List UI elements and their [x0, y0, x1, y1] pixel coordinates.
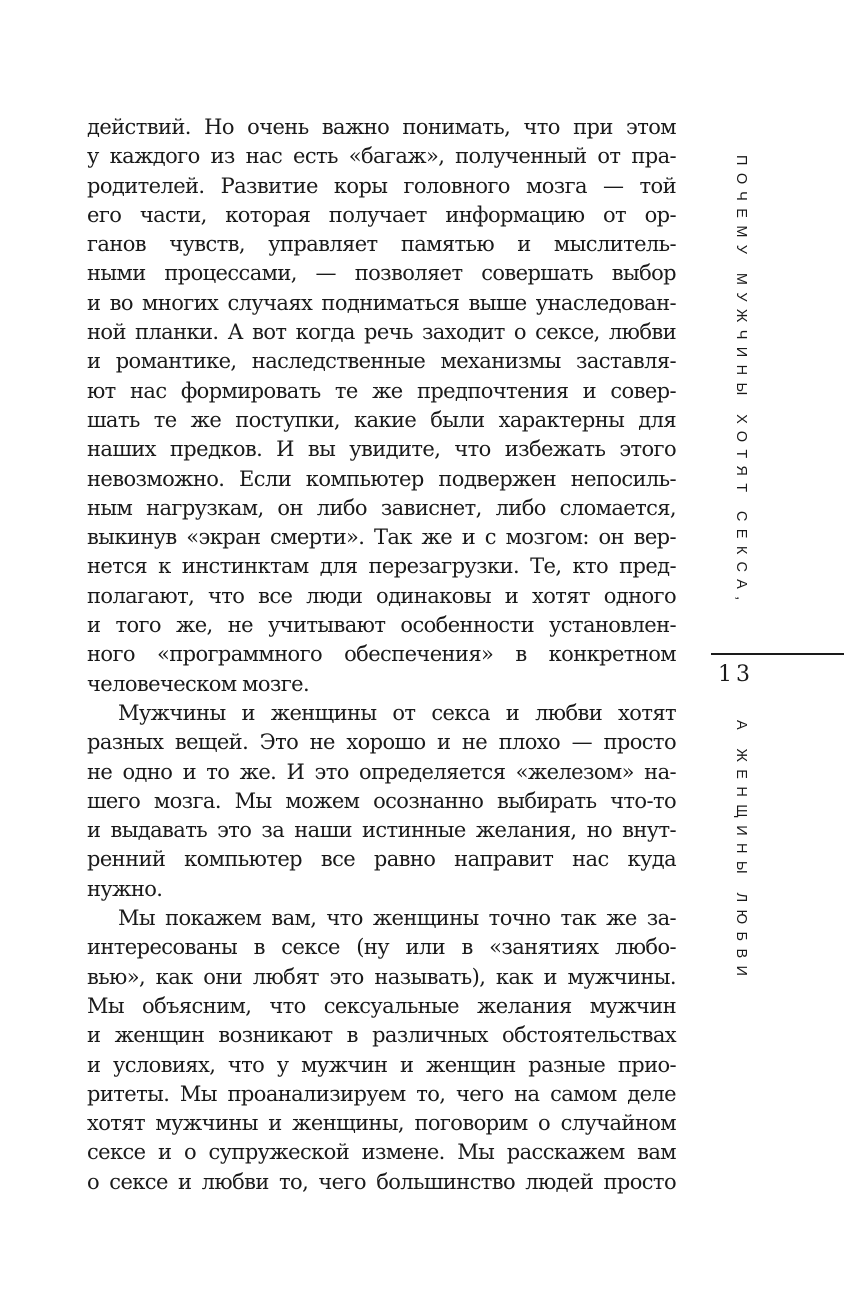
- text-line: ным нагрузкам, он либо зависнет, либо сломается,: [87, 495, 676, 520]
- text-line: и выдавать это за наши истинные желания, но внут-: [87, 818, 676, 843]
- text-line: ганов чувств, управляет памятью и мыслитель-: [87, 232, 676, 257]
- text-line: хотят мужчины и женщины, поговорим о случайном: [87, 1111, 676, 1136]
- text-line: Мы покажем вам, что женщины точно так же за-: [118, 906, 676, 931]
- text-line: шего мозга. Мы можем осознанно выбирать что-то: [87, 788, 676, 813]
- text-line: у каждого из нас есть «багаж», полученный от пра-: [87, 144, 676, 169]
- text-line: ют нас формировать те же предпочтения и совер-: [87, 378, 676, 403]
- text-line: о сексе и любви то, чего большинство людей просто: [87, 1169, 676, 1194]
- text-line: его части, которая получает информацию от ор-: [87, 202, 676, 227]
- text-line: выкинув «экран смерти». Так же и с мозгом: он вер-: [87, 525, 676, 550]
- text-line: и романтике, наследственные механизмы заставля-: [87, 349, 676, 374]
- paragraph: [87, 699, 676, 904]
- running-head-title: ПОЧЕМУ МУЖЧИНЫ ХОТЯТ СЕКСА,: [733, 155, 749, 608]
- text-line: нужно.: [87, 876, 163, 901]
- text-line: шать те же поступки, какие были характерны для: [87, 407, 676, 432]
- text-line: сексе и о супружеской измене. Мы расскажем вам: [87, 1140, 676, 1165]
- text-line: ного «программного обеспечения» в конкретном: [87, 642, 676, 667]
- text-line: ритеты. Мы проанализируем то, чего на самом деле: [87, 1081, 676, 1106]
- text-line: и того же, не учитывают особенности установлен-: [87, 613, 676, 638]
- text-line: наших предков. И вы увидите, что избежать этого: [87, 437, 676, 462]
- text-line: родителей. Развитие коры головного мозга — той: [87, 173, 676, 198]
- text-line: интересованы в сексе (ну или в «занятиях любо-: [87, 935, 676, 960]
- text-line: человеческом мозге.: [87, 671, 310, 696]
- page-number-rule: [711, 653, 844, 655]
- text-line: вью», как они любят это называть), как и мужчины.: [87, 964, 676, 989]
- text-line: Мужчины и женщины от секса и любви хотят: [118, 700, 676, 725]
- text-line: не одно и то же. И это определяется «железом» на-: [87, 759, 676, 784]
- page-number: 13: [718, 662, 754, 687]
- text-line: и условиях, что у мужчин и женщин разные прио-: [87, 1052, 676, 1077]
- text-line: действий. Но очень важно понимать, что при этом: [87, 115, 676, 139]
- text-line: ренний компьютер все равно направит нас куда: [87, 847, 676, 872]
- text-line: и во многих случаях подниматься выше унаследован-: [87, 290, 676, 315]
- running-head-subtitle: А ЖЕНЩИНЫ ЛЮБВИ: [733, 720, 749, 984]
- paragraph: [87, 904, 676, 1197]
- text-line: разных вещей. Это не хорошо и не плохо — просто: [87, 730, 676, 755]
- paragraph: [87, 113, 676, 699]
- text-line: ными процессами, — позволяет совершать выбор: [87, 261, 676, 286]
- body-text: [87, 113, 676, 1197]
- text-line: ной планки. А вот когда речь заходит о сексе, любви: [87, 320, 676, 345]
- text-line: невозможно. Если компьютер подвержен непосиль-: [87, 466, 676, 491]
- text-line: полагают, что все люди одинаковы и хотят одного: [87, 583, 676, 608]
- text-line: Мы объясним, что сексуальные желания мужчин: [87, 993, 676, 1018]
- text-line: нется к инстинктам для перезагрузки. Те, кто пред-: [87, 554, 676, 579]
- running-head: [727, 155, 755, 995]
- text-line: и женщин возникают в различных обстоятельствах: [87, 1023, 676, 1048]
